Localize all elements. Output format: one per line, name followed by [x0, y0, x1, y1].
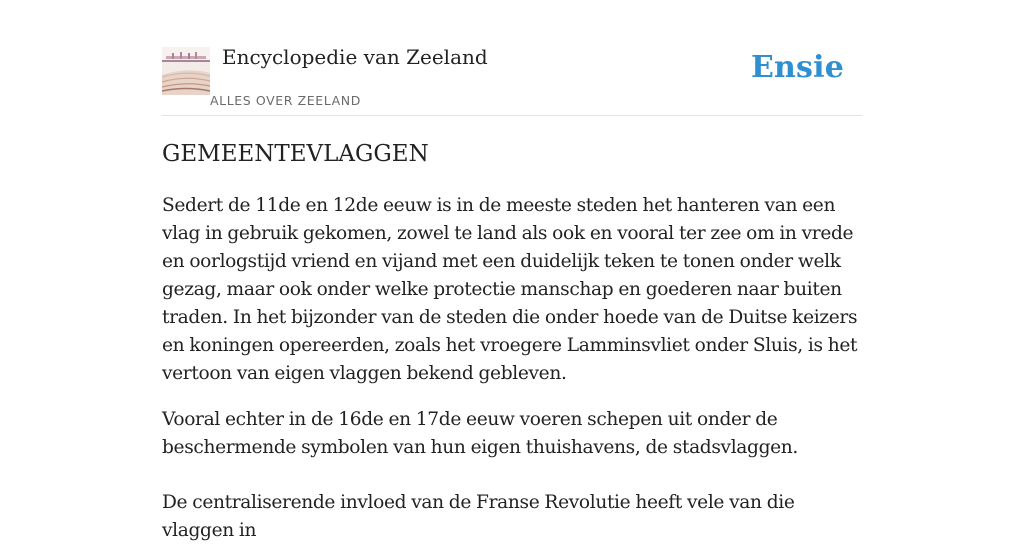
article-paragraph: De centraliserende invloed van de Franse Revolutie heeft vele van die vlaggen in — [162, 492, 795, 541]
brand-logo[interactable]: Ensie — [750, 50, 844, 85]
article-paragraph: Vooral echter in de 16de en 17de eeuw voeren schepen uit onder de beschermende symbolen van hun eigen thuishavens, de stadsvlaggen. — [162, 409, 798, 458]
article-paragraph: Sedert de 11de en 12de eeuw is in de meeste steden het hanteren van een vlag in gebruik gekomen, zowel te land als ook en vooral ter zee om in vrede en oorlogstijd vriend en vijand met een duidelijk teken te tonen onder welk gezag, maar ook onder welke protectie manschap en goederen naar buiten traden. In het bijzonder van de steden die onder hoede van de Duitse keizers en koningen opereerden, zoals het vroegere Lamminsvliet onder Sluis, is het vertoon van eigen vlaggen bekend gebleven. — [162, 195, 858, 384]
site-tagline: ALLES OVER ZEELAND — [210, 93, 361, 108]
book-icon[interactable] — [162, 47, 210, 95]
site-header — [162, 0, 862, 116]
article-title: GEMEENTEVLAGGEN — [162, 141, 429, 167]
article-body — [162, 138, 862, 545]
site-title[interactable]: Encyclopedie van Zeeland — [222, 45, 488, 69]
